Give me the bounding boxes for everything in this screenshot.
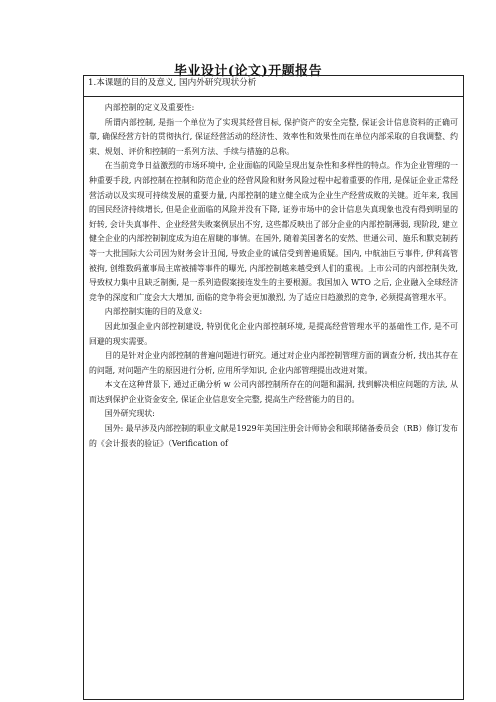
paragraph-purpose-3: 本文在这种背景下, 通过正确分析 w 公司内部控制所存在的问题和漏洞, 找到解决相应问题的方法, 从而达到保护企业资金安全, 保证企业信息安全完整, 提高生产经营能力的目的。 [89, 380, 458, 404]
paragraph-foreign-research: 国外: 最早涉及内部控制的职业文献是1929年美国注册会计师协会和联邦储备委员会（RB）修订发布的《会计报表的验证》（Verification of [89, 424, 458, 448]
subheading-purpose: 内部控制实施的目的及意义: [104, 307, 203, 317]
paragraph-background: 在当前竞争日益激烈的市场环境中, 企业面临的风险呈现出复杂性和多样性的特点。作为企业管理的一种重要手段, 内部控制在控制和防范企业的经营风险和财务风险过程中起着重要的作用, 是保证企业正常经营活动以及实现可持续发展的重要力量, 内部控制的建立健全成为企业生产经营成败的关键。近年来, 我国的国民经济持续增长, 但是企业面临的风险并没有下降, 证券市场中的会计信息失真现象也没有得到明显的好转, 会计失真事件、企业经营失败案例层出不穷, 这些都反映出了部分企业的内部控制薄弱, 现阶段, 建立健全企业的内部控制制度成为迫在眉睫的事情。在国外, 随着美国著名的安然、世通公司、施乐和默克制药等一大批国际大公司因为财务会计丑闻, 导致企业的诚信受到普遍质疑。国内, 中航油巨亏事件, 伊利高管被拘, 创维数码董事局主席被捕等事件的曝光, 内部控制越来越受到人们的重视。上市公司的内部控制失效, 导致权力集中且缺乏制衡, 是一系列造假案接连发生的主要根源。我国加入 WTO 之后, 企业融入全球经济竞争的深度和广度会大大增加, 面临的竞争将会更加激烈, 为了适应日趋激烈的竞争, 必须提高管理水平。 [89, 161, 458, 302]
page-title: 毕业设计(论文)开题报告 [173, 64, 323, 79]
section-header: 1.本课题的目的及意义, 国内外研究现状分析 [84, 76, 463, 97]
report-table [83, 75, 464, 700]
paragraph-definition: 所谓内部控制, 是指一个单位为了实现其经营目标, 保护资产的安全完整, 保证会计信息资料的正确可靠, 确保经营方针的贯彻执行, 保证经营活动的经济性、效率性和效果性而在单位内部采取的自我调整、约束、规划、评价和控制的一系列方法、手续与措施的总称。 [89, 117, 458, 156]
paragraph-purpose-2: 目的是针对企业内部控制的普遍问题进行研究。通过对企业内部控制管理方面的调查分析, 找出其存在的问题, 对问题产生的原因进行分析, 应用所学知识, 企业内部管理提出改进对策。 [89, 351, 458, 375]
section-content [84, 97, 463, 451]
paragraph-purpose-1: 因此加强企业内部控制建设, 特别优化企业内部控制环境, 是提高经营管理水平的基础性工作, 是不可回避的现实需要。 [89, 321, 458, 346]
subheading-definition: 内部控制的定义及重要性: [104, 103, 195, 112]
subheading-foreign-research: 国外研究现状: [104, 409, 155, 419]
